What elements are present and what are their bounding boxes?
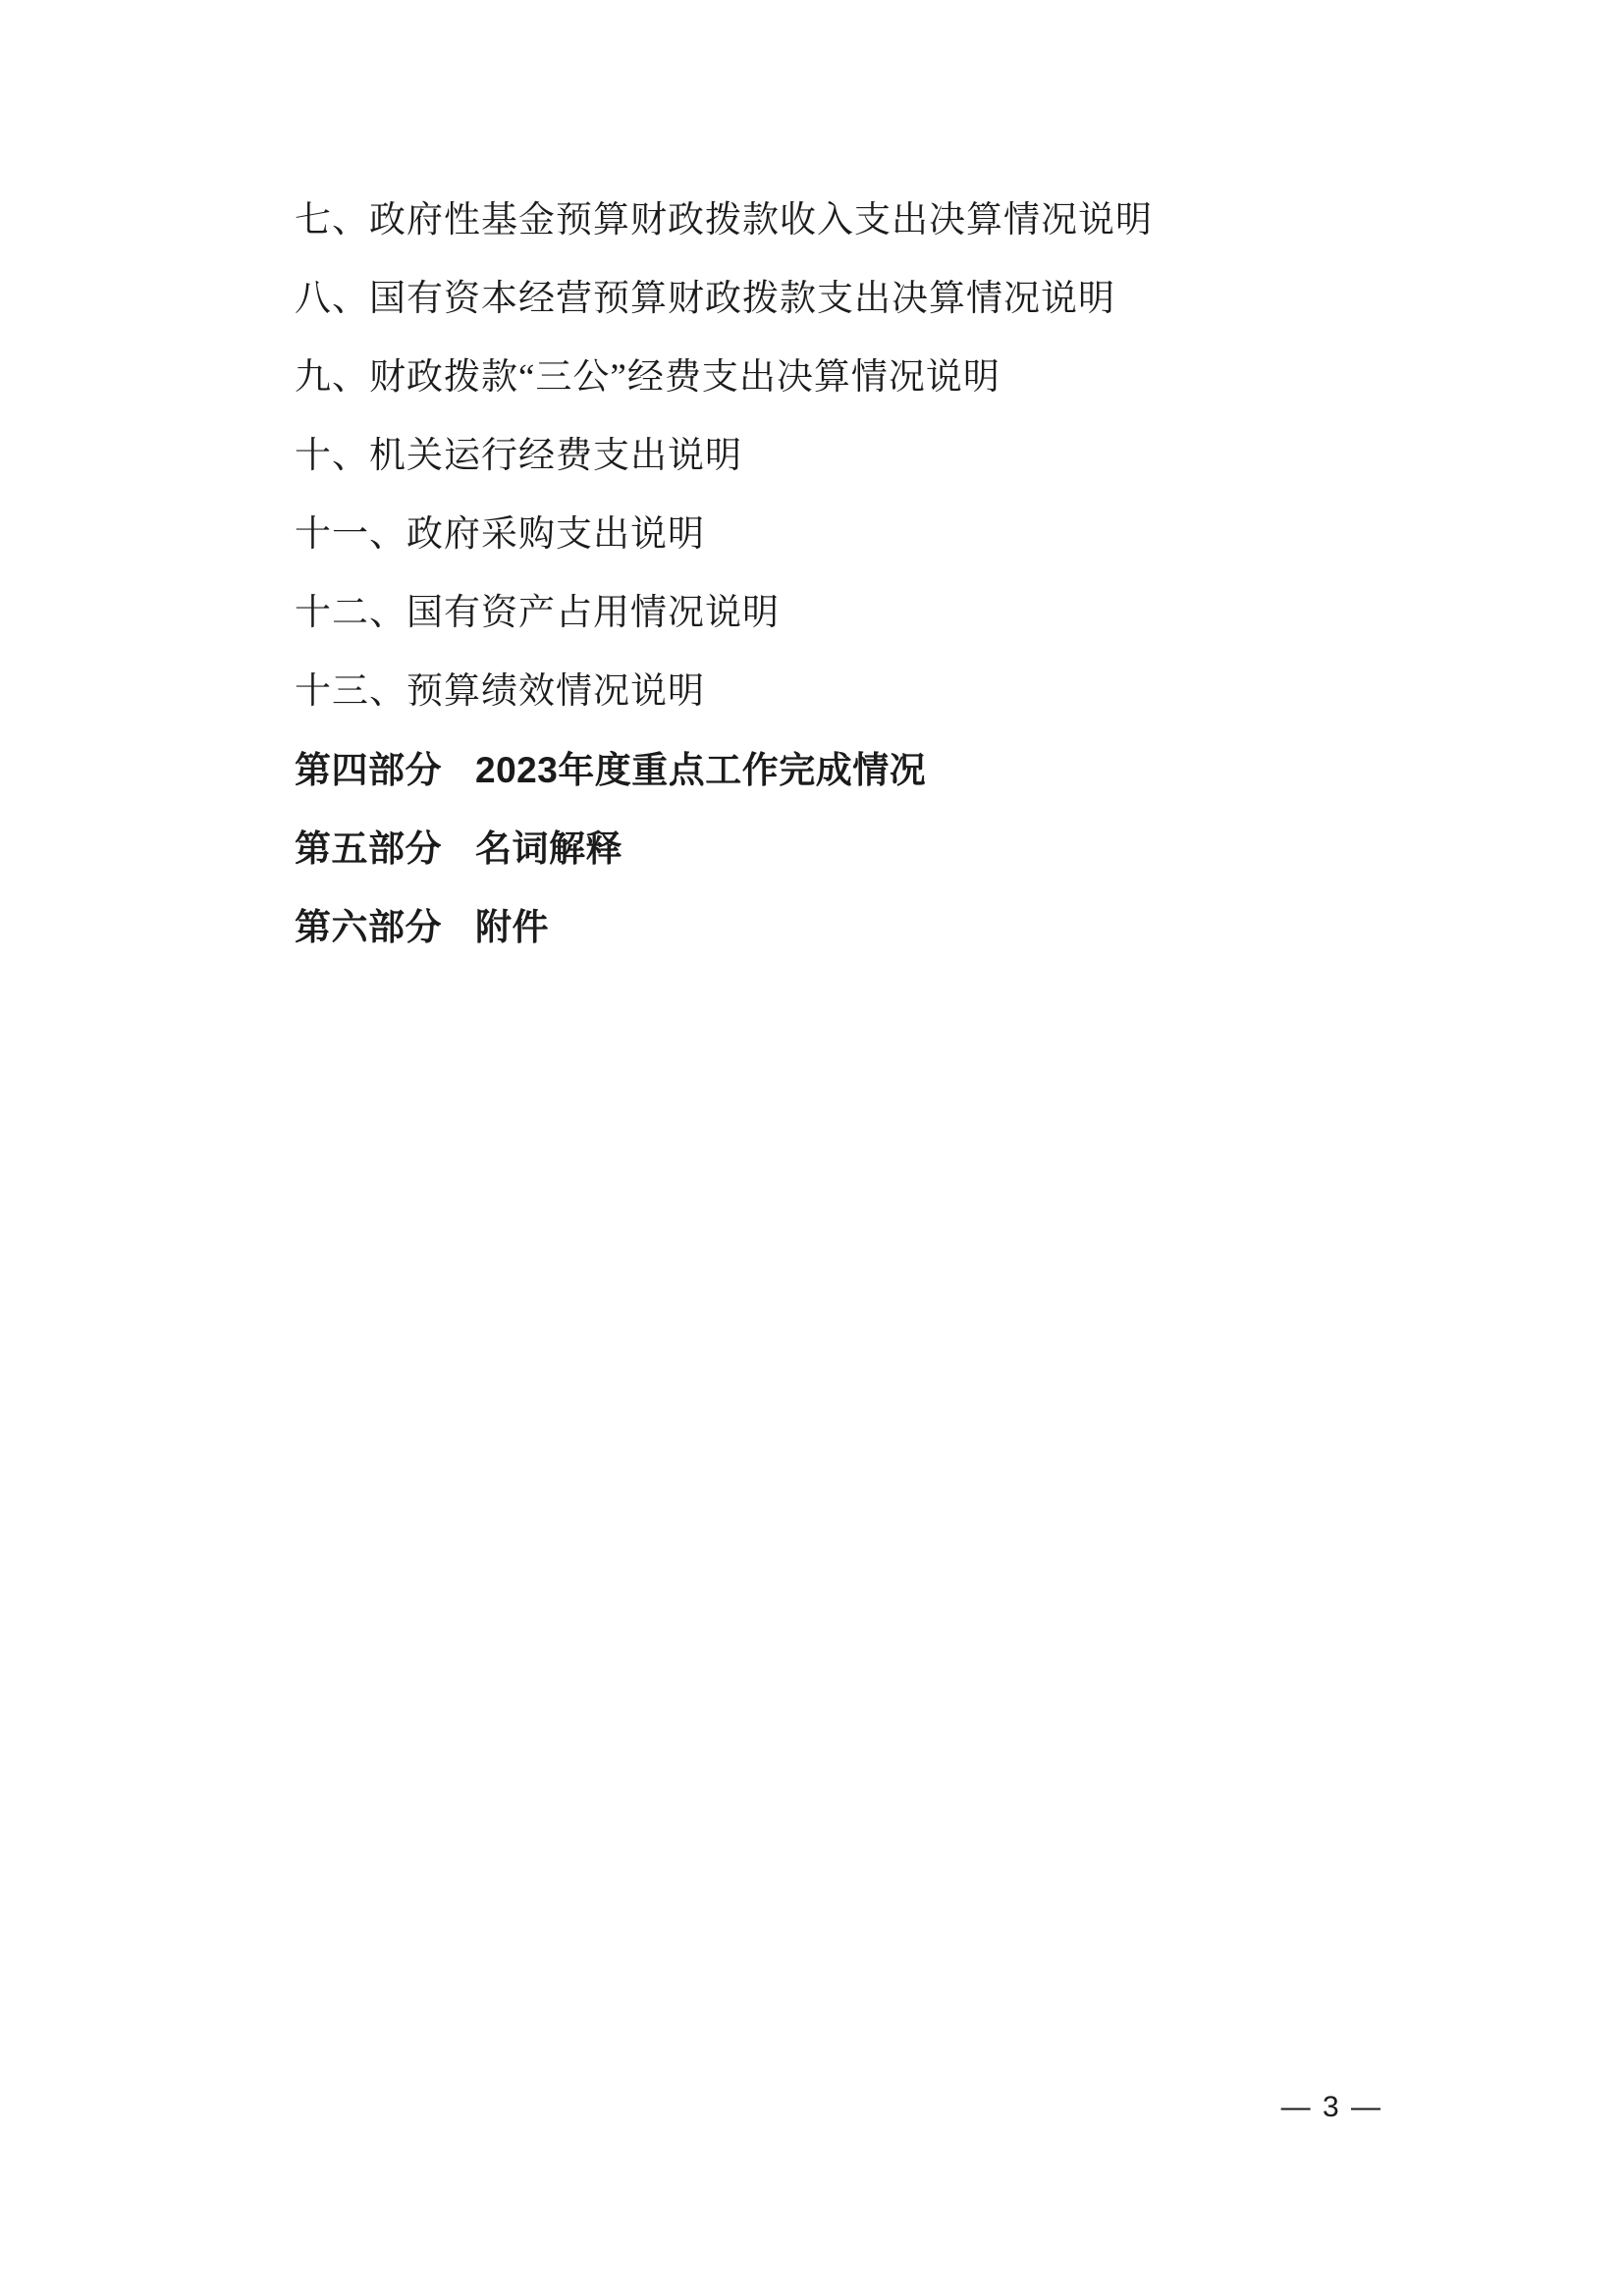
toc-entry xyxy=(295,260,1355,339)
toc-entry xyxy=(295,574,1355,653)
page-number: — 3 — xyxy=(1280,2091,1382,2123)
toc-entry-part-five xyxy=(295,810,1355,888)
toc-part-title: 名词解释 xyxy=(475,828,622,869)
toc-entry xyxy=(295,182,1355,260)
toc-entry-label: 九、财政拨款“三公”经费支出决算情况说明 xyxy=(295,357,1001,398)
toc-entry-label: 十一、政府采购支出说明 xyxy=(295,514,705,555)
toc-part-label: 第六部分 xyxy=(295,907,442,947)
toc-part-title: 2023年度重点工作完成情况 xyxy=(475,750,927,790)
toc-part-label: 第五部分 xyxy=(295,828,442,869)
toc-entry-label: 十、机关运行经费支出说明 xyxy=(295,436,742,476)
toc-entry-part-six xyxy=(295,888,1355,967)
toc-part-label: 第四部分 xyxy=(295,750,442,790)
toc-entry-label: 十三、预算绩效情况说明 xyxy=(295,671,705,712)
toc-entry xyxy=(295,339,1355,417)
toc-entry-label: 七、政府性基金预算财政拨款收入支出决算情况说明 xyxy=(295,200,1153,240)
toc-entry-part-four xyxy=(295,731,1355,810)
toc-entry-label: 十二、国有资产占用情况说明 xyxy=(295,593,780,633)
toc-entry xyxy=(295,417,1355,496)
toc-entry xyxy=(295,653,1355,731)
toc-part-title: 附件 xyxy=(475,907,549,947)
toc-entry-label: 八、国有资本经营预算财政拨款支出决算情况说明 xyxy=(295,279,1115,319)
table-of-contents xyxy=(295,182,1355,967)
toc-entry xyxy=(295,496,1355,574)
